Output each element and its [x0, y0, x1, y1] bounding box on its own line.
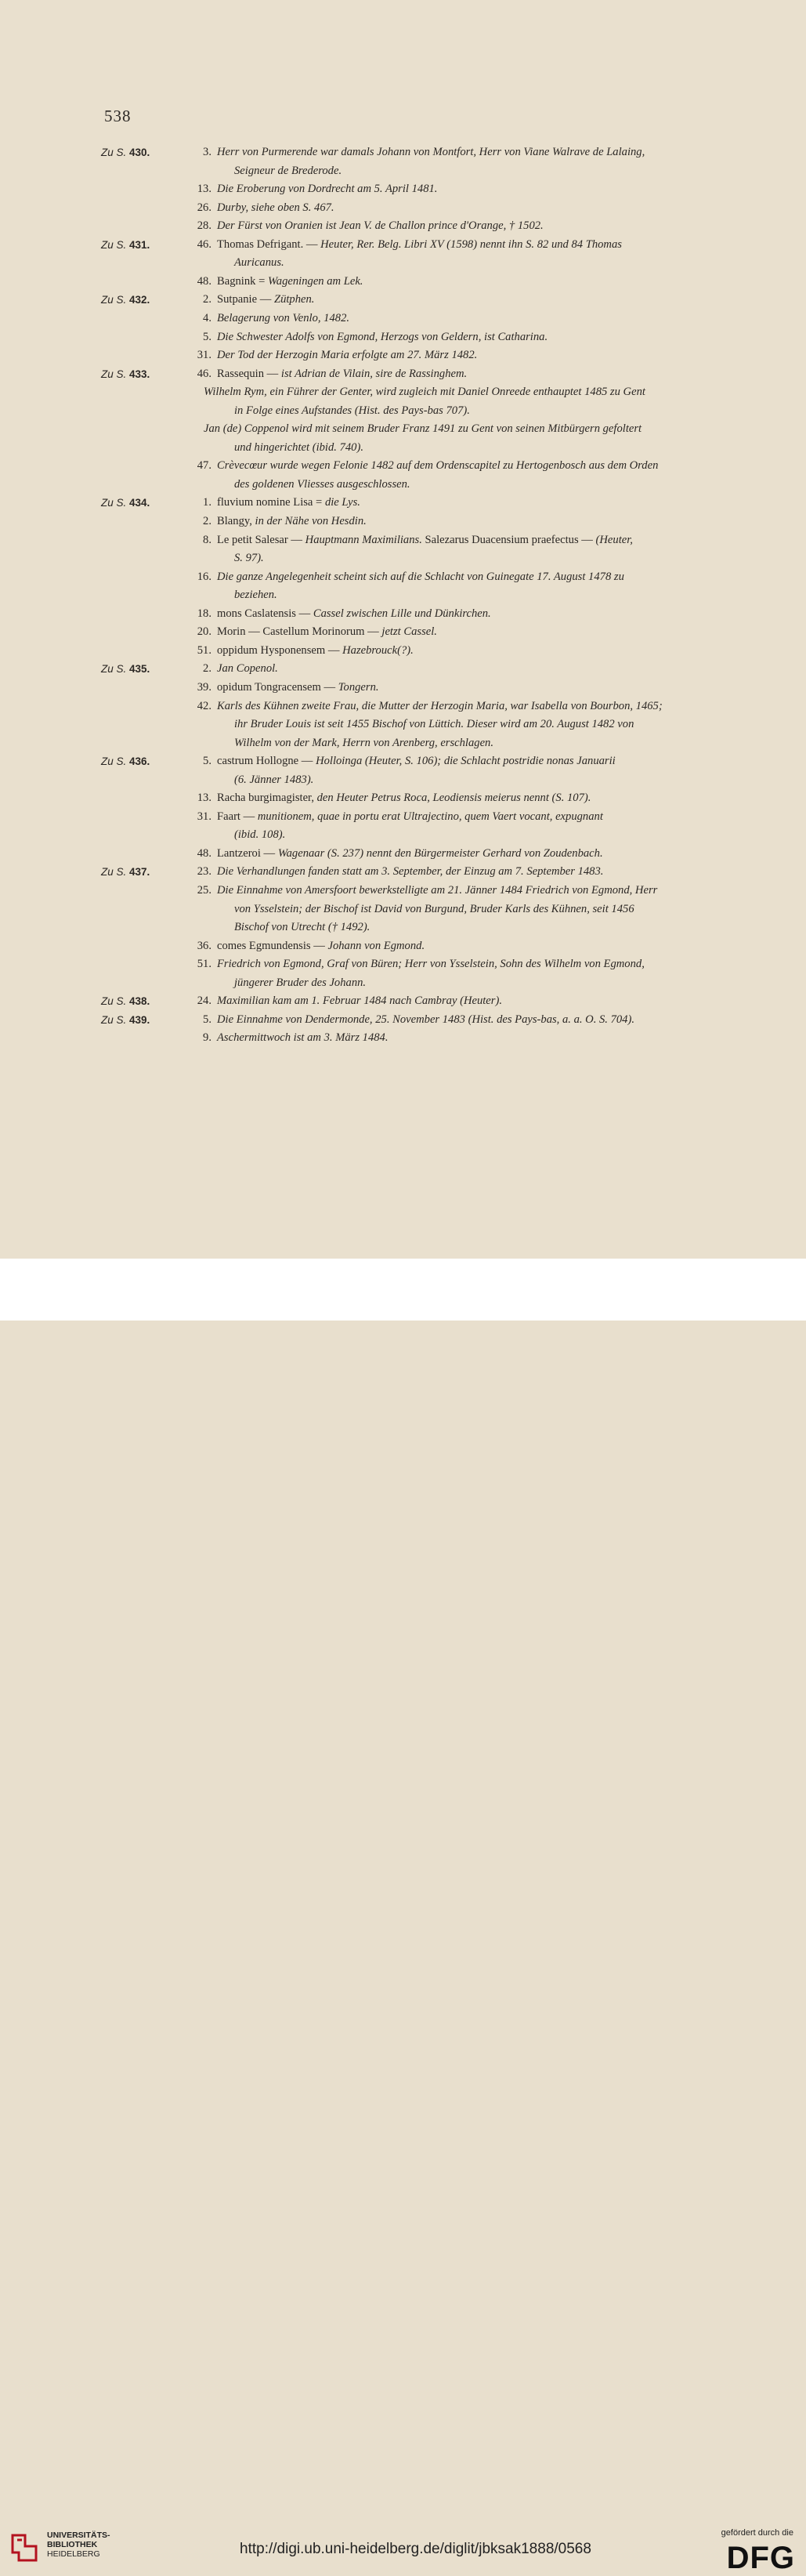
- annotation-text-part: Wilhelm von der Mark, Herrn von Arenberg, erschlagen.: [234, 736, 493, 749]
- annotation-text-part: Aschermittwoch ist am 3. März 1484.: [217, 1031, 389, 1045]
- university-library-logo-icon: [9, 2532, 41, 2563]
- annotation-text-part: Die Einnahme von Dendermonde, 25. November 1483 (Hist. des Pays-bas, a. a. O. S. 704).: [217, 1013, 634, 1026]
- annotation-text: [217, 1013, 634, 1027]
- annotation-text-part: Die Einnahme von Amersfoort bewerkstelligte am 21. Jänner 1484 Friedrich von Egmond, Herr: [217, 884, 658, 897]
- annotation-text-part: Morin — Castellum Morinorum —: [217, 625, 382, 639]
- annotation-text: [217, 275, 363, 288]
- annotation-text-part: Der Fürst von Oranien ist Jean V. de Challon prince d'Orange, † 1502.: [217, 219, 544, 233]
- annotation-text: [217, 884, 657, 897]
- line-number: 16.: [197, 570, 211, 583]
- line-number: 24.: [197, 995, 211, 1008]
- line-number: 46.: [197, 367, 211, 380]
- annotation-text: [217, 183, 437, 196]
- annotation-text: [217, 201, 334, 215]
- annotation-text-part: Bischof von Utrecht († 1492).: [234, 921, 370, 934]
- annotation-text-part: Tongern.: [338, 680, 379, 694]
- annotation-text-part: Hauptmann Maximilians.: [305, 533, 422, 546]
- annotation-text: [217, 293, 314, 306]
- annotation-text-part: Friedrich von Egmond, Graf von Büren; Herr von Ysselstein, Sohn des Wilhelm von Egmond,: [217, 958, 645, 971]
- annotation-text: [217, 1031, 389, 1045]
- annotation-text-part: Blangy,: [217, 515, 255, 527]
- annotation-text: [234, 828, 285, 842]
- annotation-text: [234, 165, 342, 178]
- annotation-text: [217, 681, 379, 694]
- annotation-text-part: opidum Tongracensem —: [217, 680, 338, 694]
- line-number: 51.: [197, 643, 211, 657]
- line-number: 31.: [197, 349, 211, 362]
- annotation-text-part: ihr Bruder Louis ist seit 1455 Bischof von Lüttich. Dieser wird am 20. August 1482 von: [234, 718, 634, 731]
- annotation-text: [234, 256, 284, 270]
- annotation-text-part: Zütphen.: [273, 293, 315, 306]
- annotation-text-part: munitionem, quae in portu erat Ultrajectino, quem Vaert vocant, expugnant: [257, 810, 603, 823]
- section-reference: Zu S. 432.: [101, 294, 150, 306]
- annotation-text-part: Die Eroberung von Dordrecht am 5. April 1481.: [217, 183, 438, 196]
- annotation-text: [234, 478, 410, 491]
- annotation-text: [217, 940, 425, 953]
- annotation-text-part: von Ysselstein; der Bischof ist David von Burgund, Bruder Karls des Kühnen, seit 1456: [234, 902, 634, 915]
- annotation-text-part: mons Caslatensis —: [217, 607, 313, 620]
- line-number: 48.: [197, 274, 211, 288]
- annotation-text-part: Die Schwester Adolfs von Egmond, Herzogs von Geldern, ist Catharina.: [217, 330, 548, 343]
- annotation-text: [217, 515, 367, 528]
- line-number: 20.: [197, 625, 211, 639]
- annotation-text-part: Maximilian kam am 1. Februar 1484 nach Cambray (Heuter).: [217, 995, 502, 1008]
- annotation-text: [217, 331, 548, 344]
- annotation-text: [217, 847, 603, 860]
- library-name-line1: UNIVERSITÄTS-: [47, 2531, 110, 2540]
- annotation-text-part: den Heuter Petrus Roca, Leodiensis meierus nennt (S. 107).: [316, 792, 591, 805]
- annotation-text: [217, 571, 624, 584]
- annotation-text: [217, 810, 603, 824]
- annotation-text: [217, 459, 658, 473]
- section-reference: Zu S. 437.: [101, 866, 150, 879]
- annotation-text-part: fluvium nomine Lisa =: [217, 496, 325, 509]
- annotation-text: [217, 792, 591, 805]
- library-name-line2: BIBLIOTHEK: [47, 2540, 98, 2549]
- line-number: 18.: [197, 607, 211, 620]
- annotation-text: [217, 534, 633, 547]
- annotation-text-part: Herr von Purmerende war damals Johann von Montfort, Herr von Viane Walrave de Lalaing,: [217, 146, 645, 158]
- footer-bar: [0, 1259, 806, 2575]
- annotation-text-part: Auricanus.: [234, 256, 284, 270]
- line-number: 25.: [197, 884, 211, 897]
- annotation-text-part: Die Verhandlungen fanden statt am 3. September, der Einzug am 7. September 1483.: [217, 865, 604, 879]
- annotation-text: [217, 219, 544, 233]
- line-number: 1.: [203, 496, 211, 509]
- annotation-text: [217, 662, 278, 676]
- line-number: 8.: [203, 533, 211, 546]
- annotation-text-part: die Lys.: [324, 496, 360, 509]
- line-number: 2.: [203, 515, 211, 527]
- annotation-text-part: und hingerichtet (ibid. 740).: [234, 440, 363, 454]
- annotation-text: [234, 921, 370, 934]
- line-number: 23.: [197, 865, 211, 879]
- annotation-text: [234, 404, 470, 418]
- annotation-text: [204, 422, 642, 436]
- annotation-text-part: Faart —: [217, 810, 258, 823]
- line-number: 5.: [203, 330, 211, 343]
- annotation-text: [217, 865, 603, 879]
- annotation-text-part: Sutpanie —: [217, 293, 274, 306]
- line-number: 3.: [203, 146, 211, 158]
- annotation-text-part: Bagnink =: [217, 274, 268, 288]
- annotation-text-part: jüngerer Bruder des Johann.: [234, 976, 367, 989]
- annotation-text: [234, 774, 313, 787]
- annotation-text-part: Lantzeroi —: [217, 846, 278, 860]
- line-number: 46.: [197, 237, 211, 251]
- line-number: 2.: [203, 662, 211, 676]
- page-number: 538: [104, 107, 132, 125]
- line-number: 48.: [197, 846, 211, 860]
- annotation-text-part: comes Egmundensis —: [217, 939, 328, 952]
- section-reference: Zu S. 431.: [101, 238, 150, 251]
- annotation-text: [217, 349, 477, 362]
- line-number: 2.: [203, 293, 211, 306]
- funded-by-label: gefördert durch die: [721, 2528, 793, 2538]
- line-number: 5.: [203, 755, 211, 768]
- line-number: 4.: [203, 311, 211, 324]
- annotation-text-part: Seigneur de Brederode.: [234, 164, 342, 177]
- annotation-text-part: Durby, siehe oben S. 467.: [217, 201, 334, 214]
- annotation-text-part: Wilhelm Rym, ein Führer der Genter, wird zugleich mit Daniel Onreede enthauptet 1485 zu Gent: [204, 386, 645, 399]
- line-number: 42.: [197, 699, 211, 712]
- annotation-text-part: Johann von Egmond.: [327, 939, 425, 952]
- section-reference: Zu S. 434.: [101, 497, 150, 509]
- line-number: 13.: [197, 183, 211, 196]
- line-number: 39.: [197, 680, 211, 694]
- annotation-text: [234, 589, 277, 602]
- annotation-text-part: oppidum Hysponensem —: [217, 643, 343, 657]
- annotation-text-part: Wageningen am Lek.: [267, 274, 363, 288]
- library-name: [47, 2531, 110, 2559]
- line-number: 31.: [197, 810, 211, 823]
- annotation-text-part: Racha burgimagister,: [217, 792, 317, 805]
- annotation-text: [217, 644, 414, 658]
- annotation-text-part: Salezarus Duacensium praefectus —: [421, 533, 596, 546]
- annotation-text: [217, 368, 467, 381]
- line-number: 26.: [197, 201, 211, 214]
- line-number: 28.: [197, 219, 211, 233]
- line-number: 9.: [203, 1031, 211, 1045]
- annotation-text-part: Karls des Kühnen zweite Frau, die Mutter der Herzogin Maria, war Isabella von Bourbon, 1465;: [217, 699, 663, 712]
- line-number: 47.: [197, 459, 211, 473]
- annotation-text: [204, 386, 645, 399]
- annotation-text-part: Le petit Salesar —: [217, 533, 305, 546]
- annotation-text: [217, 496, 360, 509]
- section-reference: Zu S. 438.: [101, 995, 150, 1008]
- annotation-text: [234, 552, 264, 565]
- annotation-text: [234, 737, 493, 750]
- dfg-logo: DFG: [726, 2541, 795, 2575]
- annotation-text-part: Wagenaar (S. 237) nennt den Bürgermeister Gerhard von Zoudenbach.: [277, 846, 603, 860]
- annotation-text: [217, 146, 645, 159]
- annotation-text-part: Thomas Defrigant. —: [217, 237, 321, 251]
- annotation-text: [234, 903, 634, 916]
- annotation-text: [217, 700, 663, 713]
- annotation-text-part: Jan Copenol.: [217, 662, 278, 676]
- section-reference: Zu S. 433.: [101, 368, 150, 380]
- annotation-text-part: Heuter, Rer. Belg. Libri XV (1598) nennt ihn S. 82 und 84 Thomas: [320, 237, 622, 251]
- line-number: 51.: [197, 958, 211, 971]
- annotation-text: [217, 238, 622, 252]
- annotation-text: [217, 607, 491, 621]
- annotation-text-part: (Heuter,: [595, 533, 633, 546]
- annotation-text: [234, 976, 366, 990]
- annotation-text: [217, 755, 616, 768]
- annotation-text-part: Cassel zwischen Lille und Dünkirchen.: [313, 607, 491, 620]
- line-number: 36.: [197, 939, 211, 952]
- permalink-url[interactable]: http://digi.ub.uni-heidelberg.de/diglit/jbksak1888/0568: [240, 2541, 591, 2557]
- annotation-text-part: (ibid. 108).: [234, 828, 286, 842]
- annotation-text: [217, 958, 645, 971]
- annotation-text-part: S. 97).: [234, 552, 264, 565]
- annotation-text-part: castrum Hollogne —: [217, 755, 316, 768]
- annotation-text: [234, 718, 634, 731]
- annotation-text: [217, 625, 437, 639]
- annotation-text-part: beziehen.: [234, 589, 277, 602]
- annotation-text-part: des goldenen Vliesses ausgeschlossen.: [234, 477, 410, 491]
- annotation-text-part: jetzt Cassel.: [381, 625, 437, 639]
- annotation-text-part: Jan (de) Coppenol wird mit seinem Bruder Franz 1491 zu Gent von seinen Mitbürgern gefoltert: [204, 422, 642, 436]
- line-number: 13.: [197, 792, 211, 805]
- annotation-text-part: in der Nähe von Hesdin.: [255, 515, 367, 527]
- annotation-text: [217, 995, 502, 1008]
- annotation-text-part: in Folge eines Aufstandes (Hist. des Pays-bas 707).: [234, 404, 470, 417]
- annotation-text-part: Holloinga (Heuter, S. 106); die Schlacht postridie nonas Januarii: [316, 755, 616, 768]
- section-reference: Zu S. 439.: [101, 1013, 150, 1026]
- annotation-text-part: (6. Jänner 1483).: [234, 773, 314, 786]
- annotation-text-part: Belagerung von Venlo, 1482.: [217, 311, 350, 324]
- section-reference: Zu S. 430.: [101, 147, 150, 158]
- annotation-text-part: Die ganze Angelegenheit scheint sich auf die Schlacht von Guinegate 17. August 1478 zu: [217, 570, 624, 583]
- annotation-text: [234, 441, 363, 455]
- section-reference: Zu S. 435.: [101, 663, 150, 676]
- annotation-text-part: ist Adrian de Vilain, sire de Rassinghem.: [280, 367, 468, 380]
- annotation-text-part: Crèvecœur wurde wegen Felonie 1482 auf dem Ordenscapitel zu Hertogenbosch aus dem Orden: [217, 459, 659, 473]
- section-reference: Zu S. 436.: [101, 755, 150, 768]
- line-number: 5.: [203, 1013, 211, 1026]
- annotation-text: [217, 312, 349, 325]
- annotation-text-part: Rassequin —: [217, 367, 281, 380]
- annotation-text-part: Der Tod der Herzogin Maria erfolgte am 27. März 1482.: [217, 349, 478, 362]
- annotation-text-part: Hazebrouck(?).: [342, 643, 414, 657]
- scanned-page: [0, 0, 806, 1259]
- library-name-line3: HEIDELBERG: [47, 2549, 100, 2559]
